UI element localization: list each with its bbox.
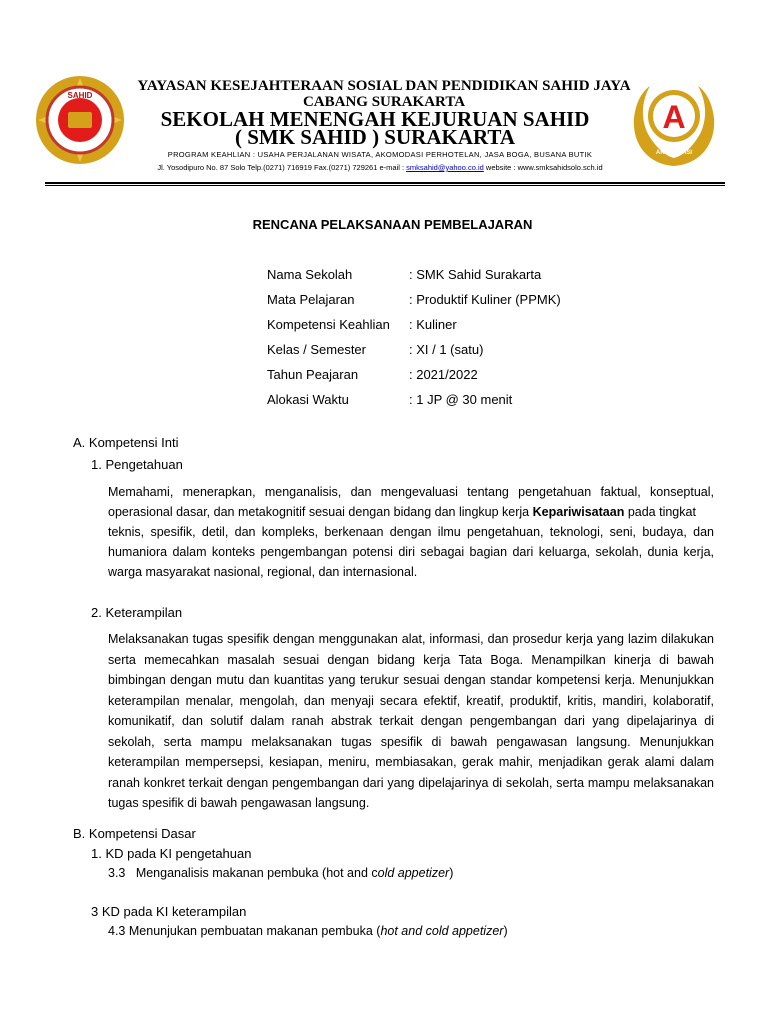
paragraph-line: keterampilan mempersepsi, kesiapan, meniru, membiasakan, gerak mahir, menjadikan gerak alami dalam <box>108 755 714 769</box>
paragraph-line: teknis, spesifik, detil, dan kompleks, berkenaan dengan ilmu pengetahuan, teknologi, seni, budaya, dan <box>108 525 714 539</box>
address-text: Jl. Yosodipuro No. 87 Solo Telp.(0271) 716919 Fax.(0271) 729261 e-mail : <box>157 163 405 172</box>
paragraph-text: pada tingkat <box>627 505 696 519</box>
accreditation-label: AKREDITASI <box>655 150 693 156</box>
section-b-heading: B. Kompetensi Dasar <box>73 826 196 841</box>
info-value: : Kuliner <box>409 317 457 332</box>
paragraph-line: humaniora dalam konteks pengembangan potensi diri sebagai bagian dari keluarga, sekolah, dunia kerja, <box>108 545 714 559</box>
paragraph-line: Memahami, menerapkan, menganalisis, dan mengevaluasi tentang pengetahuan faktual, konseptual, <box>108 485 714 499</box>
email-link[interactable]: smksahid@yahoo.co.id <box>406 163 484 172</box>
school-address <box>0 163 760 172</box>
paragraph-line: tugas spesifik di bawah pengawasan langsung. <box>108 796 370 810</box>
school-short-name: ( SMK SAHID ) SURAKARTA <box>234 125 516 149</box>
paragraph-line: warga masyarakat nasional, regional, dan internasional. <box>108 565 418 579</box>
section-a-heading: A. Kompetensi Inti <box>73 435 179 450</box>
letterhead-rule <box>45 182 725 184</box>
school-name: SEKOLAH MENENGAH KEJURUAN SAHID <box>160 107 590 131</box>
paragraph-bold: Kepariwisataan <box>532 505 625 519</box>
info-label: Alokasi Waktu <box>267 392 349 407</box>
kd-text-italic: old appetizer <box>377 866 450 880</box>
kd-text-close: ) <box>503 924 508 938</box>
kd-text: Menganalisis makanan pembuka (hot and c <box>135 866 378 880</box>
info-label: Nama Sekolah <box>267 267 353 282</box>
paragraph-line: bimbingan dengan mutu dan kuantitas yang terukur sesuai dengan standar kompetensi kerja. Menunjukkan <box>108 673 714 687</box>
info-value: : SMK Sahid Surakarta <box>409 267 542 282</box>
school-logo-text: SAHID <box>67 91 93 100</box>
paragraph-line: ranah konkret terkait dengan pengembangan dari yang dipelajarinya di sekolah, serta mampu melaksanakan <box>108 776 714 790</box>
info-label: Kelas / Semester <box>267 342 366 357</box>
branch-name: CABANG SURAKARTA <box>302 94 466 110</box>
info-value: : 1 JP @ 30 menit <box>409 392 513 407</box>
info-value: : 2021/2022 <box>409 367 478 382</box>
program-list: PROGRAM KEAHLIAN : USAHA PERJALANAN WISATA, AKOMODASI PERHOTELAN, JASA BOGA, BUSANA BUTIK <box>167 150 593 159</box>
kd-text-italic: hot and cold appetizer <box>380 924 504 938</box>
foundation-name: YAYASAN KESEJAHTERAAN SOSIAL DAN PENDIDIKAN SAHID JAYA <box>137 78 631 94</box>
paragraph-line: komunikatif, dan solutif dalam ranah abstrak terkait dengan pengembangan dari yang dipelajarinya di <box>108 714 714 728</box>
website-text: website : www.smksahidsolo.sch.id <box>485 163 603 172</box>
section-b-sub-pengetahuan: 1. KD pada KI pengetahuan <box>91 846 252 861</box>
section-b-sub-keterampilan: 3 KD pada KI keterampilan <box>91 904 247 919</box>
accreditation-grade: A <box>662 99 686 135</box>
section-a-sub-pengetahuan: 1. Pengetahuan <box>91 457 183 472</box>
kd-text-close: ) <box>449 866 454 880</box>
kd-item <box>108 924 508 938</box>
info-label: Tahun Peajaran <box>267 367 359 382</box>
paragraph-line: keterampilan menalar, mengolah, dan menyaji secara efektif, kreatif, produktif, kritis, mandiri, kolaboratif, <box>108 694 714 708</box>
paragraph-line <box>108 505 714 519</box>
kd-number: 3.3 <box>108 866 126 880</box>
info-value: : XI / 1 (satu) <box>409 342 484 357</box>
info-label: Mata Pelajaran <box>267 292 355 307</box>
paragraph-text: operasional dasar, dan metakognitif sesuai dengan bidang dan lingkup kerja <box>108 505 530 519</box>
document-title: RENCANA PELAKSANAAN PEMBELAJARAN <box>252 217 533 232</box>
kd-number: 4.3 <box>108 924 126 938</box>
letterhead-rule-thin <box>45 185 725 186</box>
info-value: : Produktif Kuliner (PPMK) <box>409 292 561 307</box>
paragraph-line: sekolah, serta mampu melaksanakan tugas spesifik di bawah pengawasan langsung. Menunjukkan <box>108 735 714 749</box>
kd-item <box>108 866 453 880</box>
info-label: Kompetensi Keahlian <box>267 317 390 332</box>
kd-text: Menunjukan pembuatan makanan pembuka ( <box>128 924 381 938</box>
section-a-sub-keterampilan: 2. Keterampilan <box>91 605 183 620</box>
paragraph-line: Melaksanakan tugas spesifik dengan menggunakan alat, informasi, dan prosedur kerja yang lazim dilakukan <box>108 632 714 646</box>
paragraph-line: serta memecahkan masalah sesuai dengan bidang kerja Tata Boga. Menampilkan kinerja di bawah <box>108 653 714 667</box>
